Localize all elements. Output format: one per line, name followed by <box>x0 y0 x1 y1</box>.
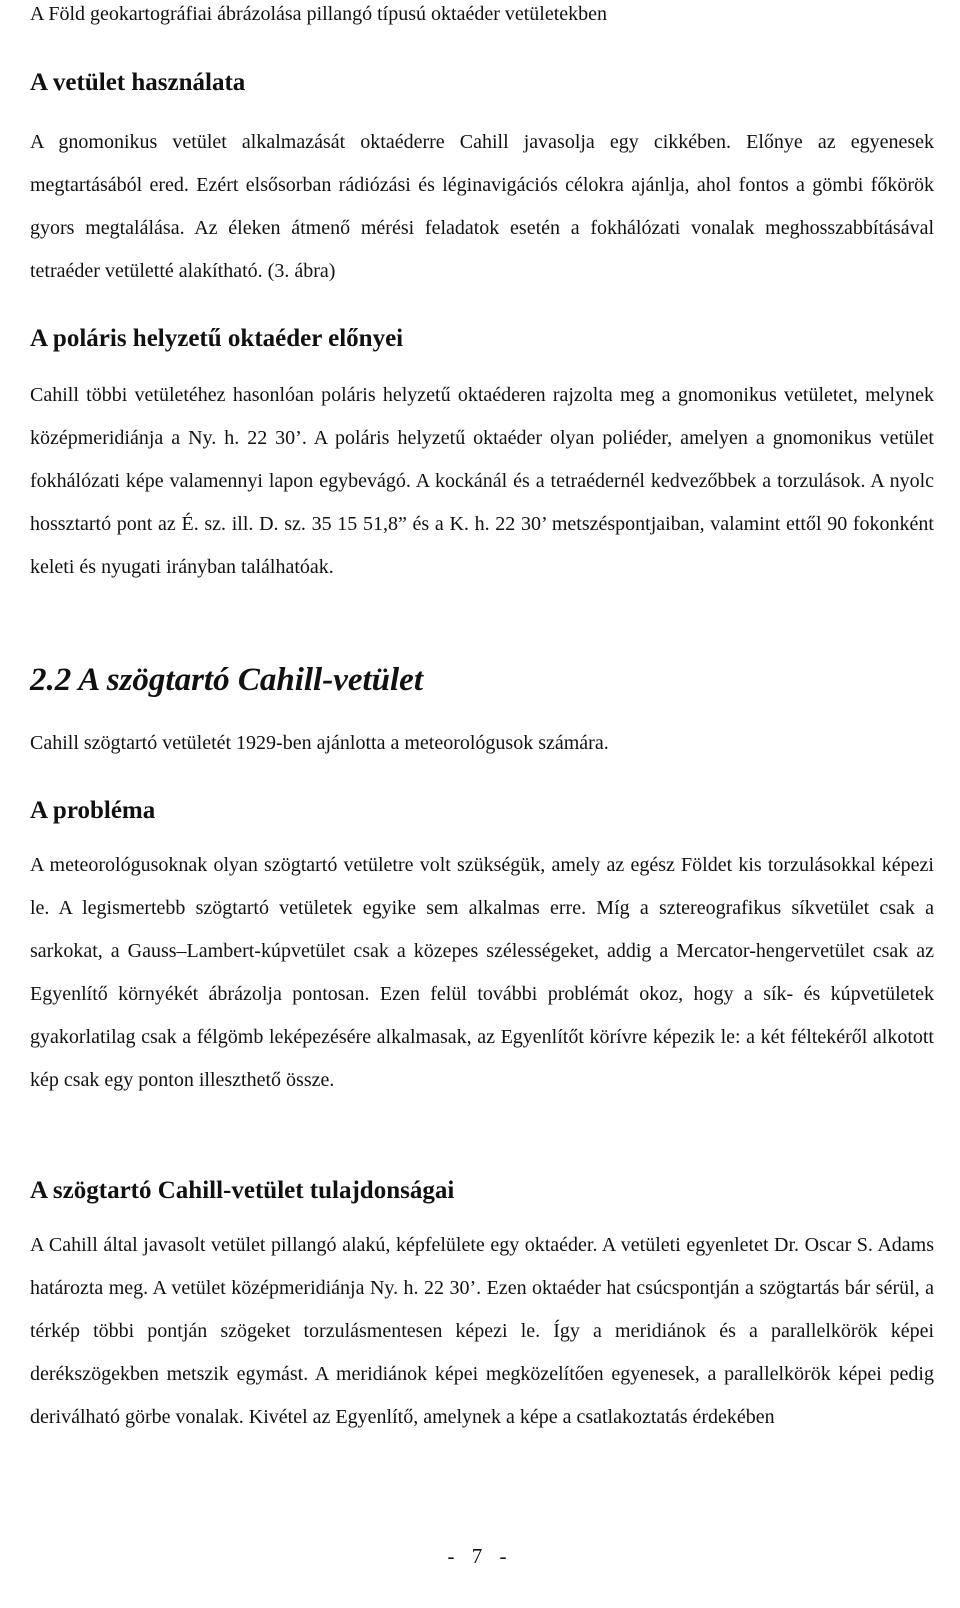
section-body-wrapper <box>30 722 934 765</box>
running-header: A Föld geokartográfiai ábrázolása pillangó típusú oktaéder vetületekben <box>30 3 608 25</box>
paragraph: Cahill többi vetületéhez hasonlóan poláris helyzetű oktaéderen rajzolta meg a gnomonikus vetületet, melynek középmeridiánja a Ny. h. 22 30’. A poláris helyzetű oktaéder olyan poliéder, amelyen a gnomonikus vetület fokhálózati képe valamennyi lapon egybevágó. A kockánál és a tetraédernél kedvezőbbek a torzulások. A nyolc hossztartó pont az É. sz. ill. D. sz. 35 15 51,8” és a K. h. 22 30’ metszéspontjaiban, valamint ettől 90 fokonként keleti és nyugati irányban találhatóak. <box>30 384 934 578</box>
chapter-heading: 2.2 A szögtartó Cahill-vetület <box>30 662 423 698</box>
section-heading: A vetület használata <box>30 69 246 96</box>
section-problema <box>30 796 934 826</box>
section-body-wrapper <box>30 1224 934 1439</box>
paragraph: A Cahill által javasolt vetület pillangó alakú, képfelülete egy oktaéder. A vetületi egyenletet Dr. Oscar S. Adams határozta meg. A vetület középmeridiánja Ny. h. 22 30’. Ezen oktaéder hat csúcspontján a szögtartás bár sérül, a térkép többi pontján szögeket torzulásmentesen képezi le. Így a meridiánok és a parallelkörök képei derékszögekben metszik egymást. A meridiánok képei megközelítően egyenesek, a parallelkörök képei pedig deriválható görbe vonalak. Kivétel az Egyenlítő, amelynek a képe a csatlakoztatás érdekében <box>30 1234 934 1428</box>
paragraph: A gnomonikus vetület alkalmazását oktaéderre Cahill javasolja egy cikkében. Előnye az egyenesek megtartásából ered. Ezért elsősorban rádiózási és léginavigációs célokra ajánlja, ahol fontos a gömbi főkörök gyors megtalálása. Az éleken átmenő mérési feladatok esetén a fokhálózati vonalak meghosszabbításával tetraéder vetületté alakítható. (3. ábra) <box>30 131 934 282</box>
section-heading: A poláris helyzetű oktaéder előnyei <box>30 325 404 352</box>
paragraph: A meteorológusoknak olyan szögtartó vetületre volt szükségük, amely az egész Földet kis torzulásokkal képezi le. A legismertebb szögtartó vetületek egyike sem alkalmas erre. Míg a sztereografikus síkvetület csak a sarkokat, a Gauss–Lambert-kúpvetület csak a közepes szélességeket, addig a Mercator-hengervetület csak az Egyenlítő környékét ábrázolja pontosan. Ezen felül további problémát okoz, hogy a sík- és kúpvetületek gyakorlatilag csak a félgömb leképezésére alkalmasak, az Egyenlítőt körívre képezik le: a két féltekéről alkotott kép csak egy ponton illeszthető össze. <box>30 854 934 1091</box>
section-heading: A szögtartó Cahill-vetület tulajdonságai <box>30 1177 455 1204</box>
section-heading: A probléma <box>30 797 156 824</box>
section-body-wrapper <box>30 374 934 589</box>
section-vetulet-hasznalata <box>30 68 934 98</box>
section-body-wrapper <box>30 121 934 293</box>
section-polaris-oktaeder <box>30 324 934 354</box>
chapter-szogtarto-cahill <box>30 660 934 700</box>
section-body-wrapper <box>30 844 934 1102</box>
page-number: - 7 - <box>447 1544 513 1568</box>
section-tulajdonsagok <box>30 1176 934 1206</box>
paragraph: Cahill szögtartó vetületét 1929-ben ajánlotta a meteorológusok számára. <box>30 732 609 754</box>
